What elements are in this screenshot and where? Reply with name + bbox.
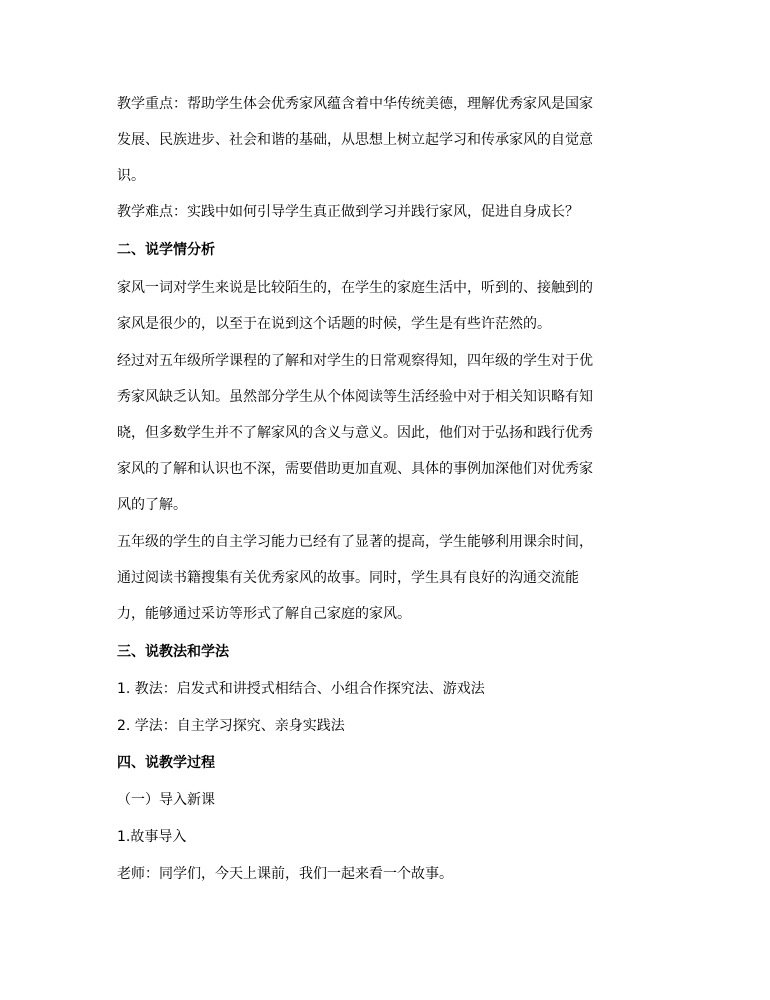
list-item: 2. 学法：自主学习探究、亲身实践法 bbox=[117, 718, 345, 734]
paragraph-line: 教学难点：实践中如何引导学生真正做到学习并践行家风，促进自身成长？ bbox=[117, 204, 579, 220]
subsection-heading: （一）导入新课 bbox=[117, 792, 215, 808]
paragraph-line: 力，能够通过采访等形式了解自己家庭的家风。 bbox=[117, 606, 411, 622]
list-item: 1. 教法：启发式和讲授式相结合、小组合作探究法、游戏法 bbox=[117, 681, 485, 697]
paragraph-line: 风的了解。 bbox=[117, 497, 187, 513]
paragraph-line: 教学重点：帮助学生体会优秀家风蕴含着中华传统美德，理解优秀家风是国家 bbox=[117, 96, 593, 112]
paragraph-line: 晓，但多数学生并不了解家风的含义与意义。因此，他们对于弘扬和践行优秀 bbox=[117, 425, 593, 441]
paragraph-line: 经过对五年级所学课程的了解和对学生的日常观察得知，四年级的学生对于优 bbox=[117, 353, 593, 369]
section-heading: 二、说学情分析 bbox=[117, 242, 215, 258]
paragraph-line: 发展、民族进步、社会和谐的基础，从思想上树立起学习和传承家风的自觉意 bbox=[117, 132, 593, 148]
paragraph-line: 家风的了解和认识也不深，需要借助更加直观、具体的事例加深他们对优秀家 bbox=[117, 461, 593, 477]
section-heading: 三、说教法和学法 bbox=[117, 644, 229, 660]
paragraph-line: 秀家风缺乏认知。虽然部分学生从个体阅读等生活经验中对于相关知识略有知 bbox=[117, 389, 593, 405]
paragraph-line: 通过阅读书籍搜集有关优秀家风的故事。同时，学生具有良好的沟通交流能 bbox=[117, 570, 579, 586]
paragraph-line: 五年级的学生的自主学习能力已经有了显著的提高，学生能够利用课余时间， bbox=[117, 534, 593, 550]
paragraph-line: 老师：同学们，今天上课前，我们一起来看一个故事。 bbox=[117, 866, 453, 882]
paragraph-line: 家风一词对学生来说是比较陌生的，在学生的家庭生活中，听到的、接触到的 bbox=[117, 280, 593, 296]
paragraph-line: 家风是很少的，以至于在说到这个话题的时候，学生是有些许茫然的。 bbox=[117, 316, 551, 332]
subsection-item: 1.故事导入 bbox=[117, 829, 187, 845]
section-heading: 四、说教学过程 bbox=[117, 755, 215, 771]
paragraph-line: 识。 bbox=[117, 168, 145, 184]
